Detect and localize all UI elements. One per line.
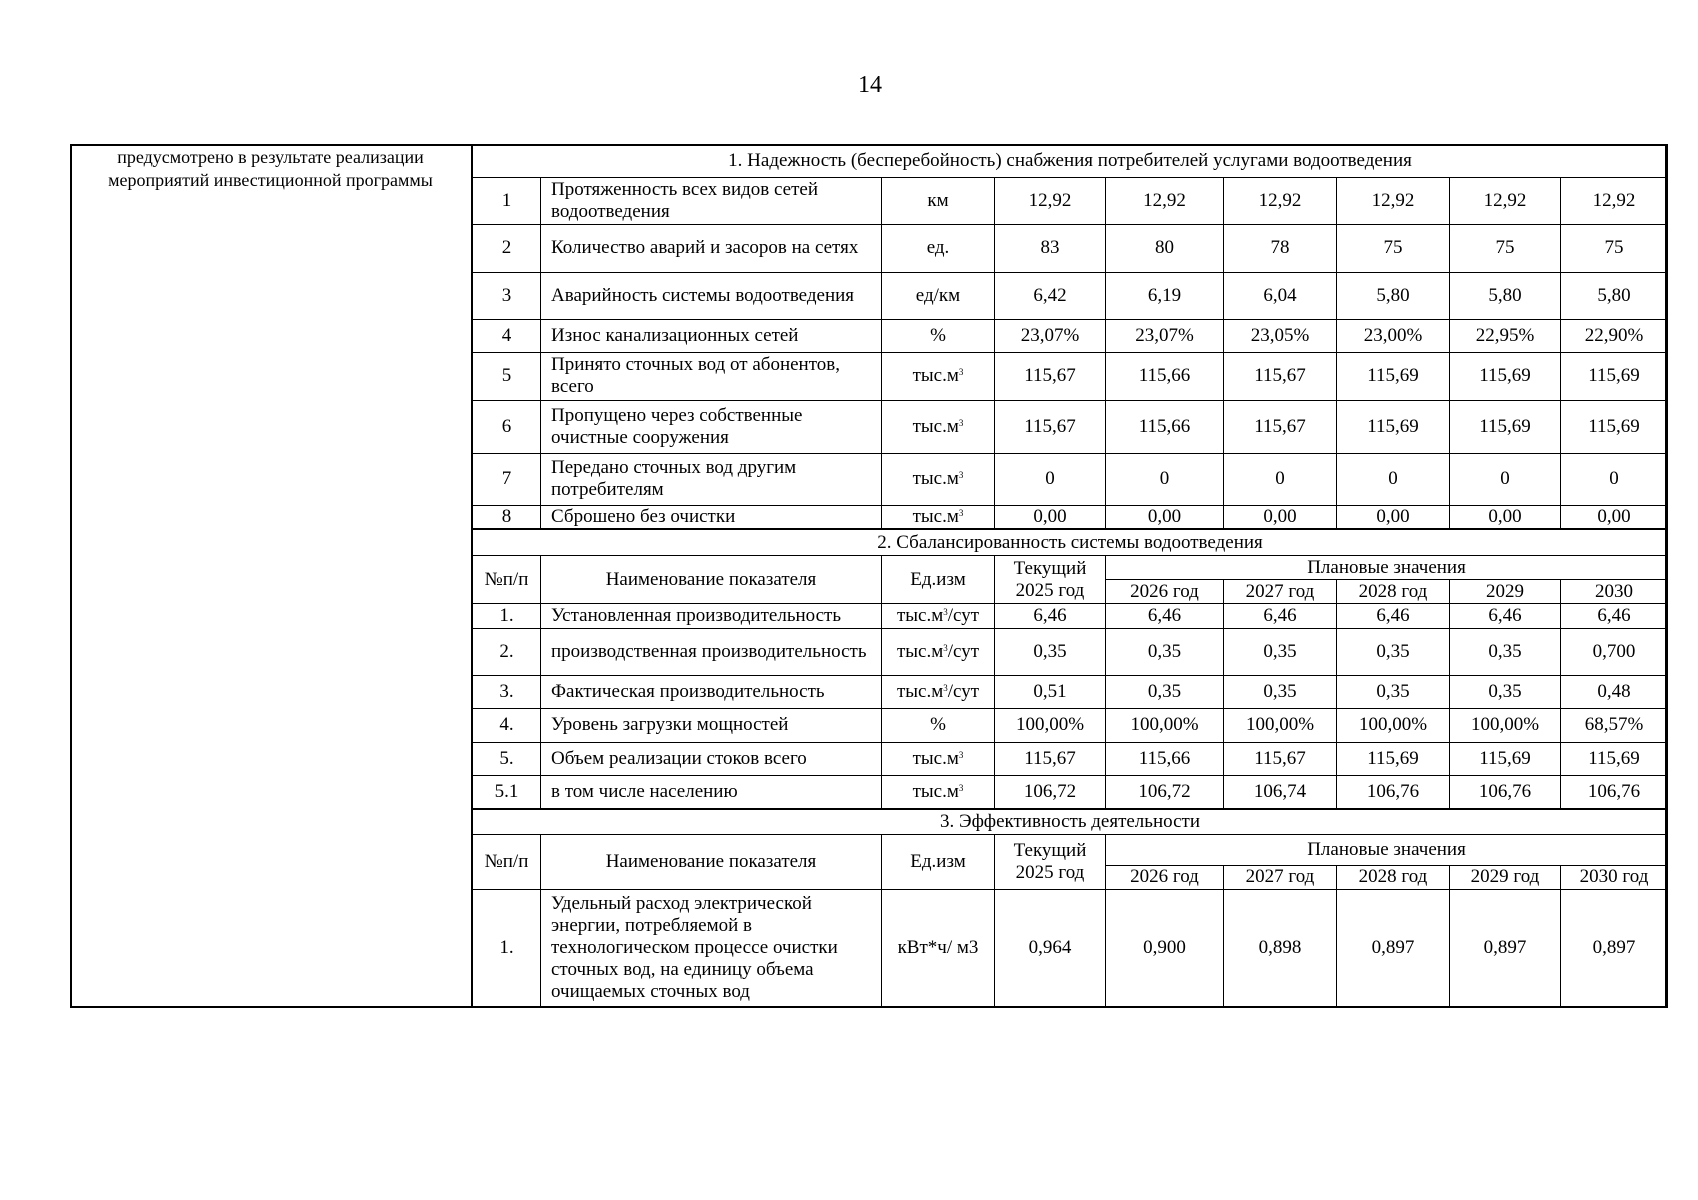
header-year: 2029: [1450, 580, 1561, 604]
value-cell: 115,69: [1450, 353, 1561, 400]
value-cell: 83: [995, 225, 1106, 272]
value-cell: 106,72: [995, 775, 1106, 808]
header-plan: Плановые значения: [1106, 555, 1668, 579]
value-cell: 0,964: [995, 889, 1106, 1007]
value-cell: 23,00%: [1337, 319, 1450, 352]
value-cell: 0,35: [1337, 676, 1450, 709]
unit-cell: $тыс.м^3$: [882, 353, 995, 400]
value-cell: 106,76: [1337, 775, 1450, 808]
left-caption: предусмотрено в результате реализации мероприятий инвестиционной программы: [70, 144, 473, 1008]
header-plan: Плановые значения: [1106, 835, 1668, 865]
value-cell: 23,07%: [995, 319, 1106, 352]
value-cell: 0: [1224, 454, 1337, 505]
indicators-table: [472, 144, 1668, 1008]
section1-row: [473, 454, 1668, 505]
row-number: 7: [473, 454, 541, 505]
header-year: 2027 год: [1224, 580, 1337, 604]
value-cell: 115,67: [995, 400, 1106, 453]
value-cell: 115,67: [1224, 742, 1337, 775]
header-num: №п/п: [473, 555, 541, 603]
unit-cell: ед.: [882, 225, 995, 272]
unit-cell: $тыс.м^3$/сут: [882, 604, 995, 628]
section-title: 1. Надежность (бесперебойность) снабжения потребителей услугами водоотведения: [473, 145, 1668, 177]
value-cell: 0,35: [1450, 628, 1561, 675]
value-cell: 0,35: [995, 628, 1106, 675]
value-cell: 0: [1450, 454, 1561, 505]
unit-cell: %: [882, 319, 995, 352]
section1-row: [473, 319, 1668, 352]
indicator-name: Принято сточных вод от абонентов, всего: [541, 353, 882, 400]
section2-row: [473, 676, 1668, 709]
value-cell: 6,46: [1450, 604, 1561, 628]
row-number: 1.: [473, 889, 541, 1007]
unit-cell: $тыс.м^3$: [882, 742, 995, 775]
value-cell: 0,51: [995, 676, 1106, 709]
section1-row: [473, 225, 1668, 272]
section2-row: [473, 775, 1668, 808]
value-cell: 6,46: [1561, 604, 1668, 628]
value-cell: 0,35: [1337, 628, 1450, 675]
value-cell: 0,00: [1106, 505, 1224, 529]
value-cell: 115,67: [1224, 353, 1337, 400]
value-cell: 0,48: [1561, 676, 1668, 709]
value-cell: 106,76: [1561, 775, 1668, 808]
value-cell: 6,04: [1224, 272, 1337, 319]
indicator-name: Установленная производительность: [541, 604, 882, 628]
header-year: 2026 год: [1106, 865, 1224, 889]
value-cell: 12,92: [1337, 177, 1450, 224]
section2-row: [473, 742, 1668, 775]
header-year: 2028 год: [1337, 865, 1450, 889]
indicator-name: Пропущено через собственные очистные сооружения: [541, 400, 882, 453]
section3-header-row: [473, 835, 1668, 865]
value-cell: 0,35: [1106, 676, 1224, 709]
value-cell: 0,35: [1450, 676, 1561, 709]
section3-title-row: [473, 809, 1668, 835]
unit-cell: $тыс.м^3$: [882, 454, 995, 505]
value-cell: 0,35: [1224, 628, 1337, 675]
section3-row: [473, 889, 1668, 1007]
header-unit: Ед.изм: [882, 835, 995, 889]
indicator-name: Протяженность всех видов сетей водоотведения: [541, 177, 882, 224]
value-cell: 75: [1561, 225, 1668, 272]
value-cell: 5,80: [1450, 272, 1561, 319]
value-cell: 22,95%: [1450, 319, 1561, 352]
value-cell: 115,69: [1561, 742, 1668, 775]
unit-cell: $тыс.м^3$: [882, 400, 995, 453]
value-cell: 0: [995, 454, 1106, 505]
row-number: 3.: [473, 676, 541, 709]
value-cell: 0,900: [1106, 889, 1224, 1007]
value-cell: 100,00%: [1106, 709, 1224, 742]
header-year: 2029 год: [1450, 865, 1561, 889]
row-number: 8: [473, 505, 541, 529]
section1-row: [473, 353, 1668, 400]
value-cell: 5,80: [1561, 272, 1668, 319]
indicator-name: Уровень загрузки мощностей: [541, 709, 882, 742]
header-year: 2030: [1561, 580, 1668, 604]
indicator-name: Сброшено без очистки: [541, 505, 882, 529]
value-cell: 12,92: [1224, 177, 1337, 224]
unit-cell: %: [882, 709, 995, 742]
header-num: №п/п: [473, 835, 541, 889]
value-cell: 100,00%: [995, 709, 1106, 742]
value-cell: 0,00: [1337, 505, 1450, 529]
value-cell: 6,46: [1337, 604, 1450, 628]
value-cell: 6,46: [995, 604, 1106, 628]
value-cell: 0: [1106, 454, 1224, 505]
value-cell: 115,66: [1106, 400, 1224, 453]
row-number: 4: [473, 319, 541, 352]
header-current-year: Текущий 2025 год: [995, 555, 1106, 603]
value-cell: 0,897: [1561, 889, 1668, 1007]
unit-cell: $тыс.м^3$/сут: [882, 628, 995, 675]
value-cell: 75: [1337, 225, 1450, 272]
value-cell: 5,80: [1337, 272, 1450, 319]
unit-cell: кВт*ч/ м3: [882, 889, 995, 1007]
value-cell: 115,69: [1450, 742, 1561, 775]
value-cell: 100,00%: [1337, 709, 1450, 742]
row-number: 6: [473, 400, 541, 453]
value-cell: 115,66: [1106, 742, 1224, 775]
value-cell: 0,897: [1337, 889, 1450, 1007]
value-cell: 115,69: [1337, 742, 1450, 775]
section1-row: [473, 177, 1668, 224]
value-cell: 6,42: [995, 272, 1106, 319]
value-cell: 75: [1450, 225, 1561, 272]
indicator-name: Удельный расход электрической энергии, потребляемой в технологическом процессе очистки сточных вод, на единицу объема очищаемых сточных вод: [541, 889, 882, 1007]
value-cell: 115,69: [1561, 400, 1668, 453]
value-cell: 0,00: [1561, 505, 1668, 529]
section2-title-row: [473, 529, 1668, 555]
header-year: 2028 год: [1337, 580, 1450, 604]
value-cell: 100,00%: [1224, 709, 1337, 742]
value-cell: 106,76: [1450, 775, 1561, 808]
value-cell: 115,67: [1224, 400, 1337, 453]
value-cell: 0,00: [995, 505, 1106, 529]
row-number: 1.: [473, 604, 541, 628]
indicator-name: Передано сточных вод другим потребителям: [541, 454, 882, 505]
value-cell: 115,67: [995, 353, 1106, 400]
value-cell: 115,69: [1450, 400, 1561, 453]
indicator-name: Объем реализации стоков всего: [541, 742, 882, 775]
indicator-name: производственная производительность: [541, 628, 882, 675]
value-cell: 115,67: [995, 742, 1106, 775]
unit-cell: $тыс.м^3$: [882, 775, 995, 808]
section1-row: [473, 505, 1668, 529]
row-number: 3: [473, 272, 541, 319]
indicator-name: Износ канализационных сетей: [541, 319, 882, 352]
section2-row: [473, 628, 1668, 675]
row-number: 2.: [473, 628, 541, 675]
row-number: 2: [473, 225, 541, 272]
indicator-name: Количество аварий и засоров на сетях: [541, 225, 882, 272]
value-cell: 12,92: [1106, 177, 1224, 224]
indicator-name: Фактическая производительность: [541, 676, 882, 709]
section1-row: [473, 272, 1668, 319]
value-cell: 0,00: [1450, 505, 1561, 529]
unit-cell: ед/км: [882, 272, 995, 319]
unit-cell: $тыс.м^3$: [882, 505, 995, 529]
row-number: 4.: [473, 709, 541, 742]
value-cell: 6,19: [1106, 272, 1224, 319]
unit-cell: $тыс.м^3$/сут: [882, 676, 995, 709]
header-name: Наименование показателя: [541, 555, 882, 603]
header-year: 2026 год: [1106, 580, 1224, 604]
unit-cell: км: [882, 177, 995, 224]
indicator-name: Аварийность системы водоотведения: [541, 272, 882, 319]
row-number: 5.1: [473, 775, 541, 808]
value-cell: 23,05%: [1224, 319, 1337, 352]
section2-row: [473, 604, 1668, 628]
value-cell: 23,07%: [1106, 319, 1224, 352]
value-cell: 0: [1561, 454, 1668, 505]
header-current-year: Текущий 2025 год: [995, 835, 1106, 889]
value-cell: 115,69: [1337, 353, 1450, 400]
value-cell: 0,898: [1224, 889, 1337, 1007]
value-cell: 12,92: [1561, 177, 1668, 224]
value-cell: 68,57%: [1561, 709, 1668, 742]
value-cell: 115,69: [1561, 353, 1668, 400]
value-cell: 0,897: [1450, 889, 1561, 1007]
value-cell: 12,92: [995, 177, 1106, 224]
value-cell: 0: [1337, 454, 1450, 505]
value-cell: 106,74: [1224, 775, 1337, 808]
header-year: 2027 год: [1224, 865, 1337, 889]
section-title: 3. Эффективность деятельности: [473, 809, 1668, 835]
value-cell: 115,66: [1106, 353, 1224, 400]
header-year: 2030 год: [1561, 865, 1668, 889]
value-cell: 12,92: [1450, 177, 1561, 224]
section2-row: [473, 709, 1668, 742]
value-cell: 22,90%: [1561, 319, 1668, 352]
value-cell: 0,700: [1561, 628, 1668, 675]
value-cell: 78: [1224, 225, 1337, 272]
value-cell: 106,72: [1106, 775, 1224, 808]
value-cell: 80: [1106, 225, 1224, 272]
page-number: 14: [858, 72, 882, 98]
row-number: 5: [473, 353, 541, 400]
value-cell: 6,46: [1106, 604, 1224, 628]
value-cell: 0,35: [1106, 628, 1224, 675]
row-number: 1: [473, 177, 541, 224]
value-cell: 0,35: [1224, 676, 1337, 709]
header-name: Наименование показателя: [541, 835, 882, 889]
header-unit: Ед.изм: [882, 555, 995, 603]
indicator-name: в том числе населению: [541, 775, 882, 808]
section1-row: [473, 400, 1668, 453]
section-title: 2. Сбалансированность системы водоотведения: [473, 529, 1668, 555]
section1-title-row: [473, 145, 1668, 177]
section2-header-row: [473, 555, 1668, 579]
value-cell: 115,69: [1337, 400, 1450, 453]
value-cell: 100,00%: [1450, 709, 1561, 742]
value-cell: 0,00: [1224, 505, 1337, 529]
row-number: 5.: [473, 742, 541, 775]
value-cell: 6,46: [1224, 604, 1337, 628]
